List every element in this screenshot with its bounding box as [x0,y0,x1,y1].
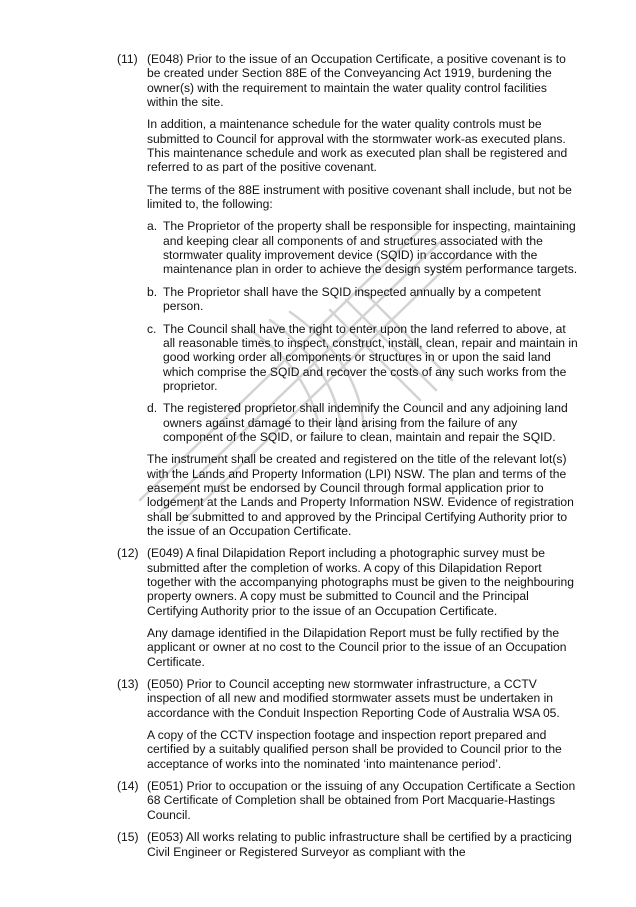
paragraph: In addition, a maintenance schedule for the water quality controls must be submitted to Council for approval with the stormwater work-as executed plans. This maintenance schedule and work as executed plan shall be registered and referred to as part of the positive covenant. [147,117,568,175]
paragraph: A copy of the CCTV inspection footage and inspection report prepared and certified by a suitably qualified person shall be provided to Council prior to the acceptance of works into the nominated ‘into maintenance period’. [147,728,562,771]
sub-item [147,219,579,276]
condition-item [117,779,579,822]
paragraph: (E048) Prior to the issue of an Occupation Certificate, a positive covenant is to be created under Section 88E of the Conveyancing Act 1919, burdening the owner(s) with the requirement to maintain the water quality control facilities within the site. [147,52,566,110]
paragraph: The terms of the 88E instrument with positive covenant shall include, but not be limited to, the following: [147,182,572,212]
condition-body [147,830,579,859]
condition-item [117,830,579,859]
sub-item-text: The Proprietor shall have the SQID inspected annually by a competent person. [163,284,541,314]
sub-item [147,285,579,314]
condition-number: (15) [117,830,139,845]
sub-item-text: The registered proprietor shall indemnify the Council and any adjoining land owners against damage to their land arising from the failure of any component of the SQID, or failure to clean, maintain and repair the SQID. [163,401,568,444]
paragraph: (E053) All works relating to public infrastructure shall be certified by a practicing Civil Engineer or Registered Surveyor as compliant with the [147,830,572,859]
sub-item [147,401,579,444]
condition-body [147,546,579,669]
sub-item-letter: c. [147,321,157,336]
paragraph: (E051) Prior to occupation or the issuing of any Occupation Certificate a Section 68 Certificate of Completion shall be obtained from Port Macquarie-Hastings Council. [147,779,576,822]
sub-item-letter: b. [147,284,158,299]
paragraph: Any damage identified in the Dilapidation Report must be fully rectified by the applicant or owner at no cost to the Council prior to the issue of an Occupation Certificate. [147,626,567,669]
sub-item [147,322,579,394]
condition-body [147,677,579,771]
condition-body [147,52,579,538]
condition-item [117,677,579,771]
condition-number: (11) [117,52,138,66]
conditions-list [117,52,579,867]
condition-body [147,779,579,822]
paragraph: (E050) Prior to Council accepting new stormwater infrastructure, a CCTV inspection of all new and modified stormwater assets must be undertaken in accordance with the Conduit Inspection Reporting Code of Australia WSA 05. [147,677,560,720]
sub-item-letter: a. [147,219,158,234]
condition-number: (12) [117,546,139,561]
sub-item-text: The Council shall have the right to enter upon the land referred to above, at all reasonable times to inspect, construct, install, clean, repair and maintain in good working order all components or structures in or upon the said land which comprise the SQID and recover the costs of any such works from the proprietor. [163,321,578,393]
paragraph: The instrument shall be created and registered on the title of the relevant lot(s) with the Lands and Property Information (LPI) NSW. The plan and terms of the easement must be endorsed by Council through formal application prior to lodgement at the Lands and Property Information NSW. Evidence of registration shall be submitted to and approved by the Principal Certifying Authority prior to the issue of an Occupation Certificate. [147,452,574,538]
sub-item-letter: d. [147,401,158,416]
condition-item [117,546,579,669]
paragraph: (E049) A final Dilapidation Report including a photographic survey must be submitted after the completion of works. A copy of this Dilapidation Report together with the accompanying photographs must be given to the neighbouring property owners. A copy must be submitted to Council and the Principal Certifying Authority prior to the issue of an Occupation Certificate. [147,546,574,618]
condition-number: (14) [117,779,139,794]
condition-number: (13) [117,677,139,692]
sub-item-text: The Proprietor of the property shall be responsible for inspecting, maintaining and keeping clear all components of and structures associated with the stormwater quality improvement device (SQID) in accordance with the maintenance plan in order to achieve the design system performance targets. [163,219,578,277]
condition-item [117,52,579,538]
